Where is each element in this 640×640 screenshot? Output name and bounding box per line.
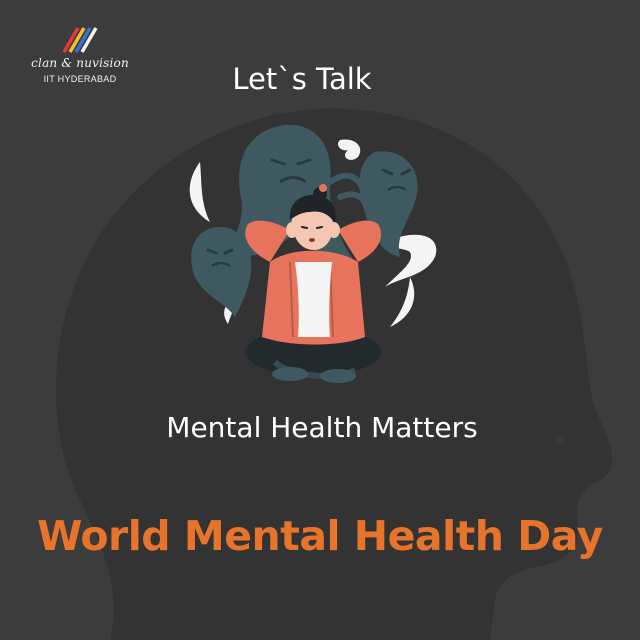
subline: Mental Health Matters (166, 411, 478, 444)
banner-title: World Mental Health Day (37, 512, 603, 560)
logo-script-text: clan & nuvision (31, 56, 129, 70)
anxious-woman-with-ghosts-icon (180, 112, 450, 392)
logo-stripes-icon (60, 26, 100, 56)
headline: Let`s Talk (232, 62, 372, 96)
logo-subtitle: IIT HYDERABAD (43, 74, 117, 84)
